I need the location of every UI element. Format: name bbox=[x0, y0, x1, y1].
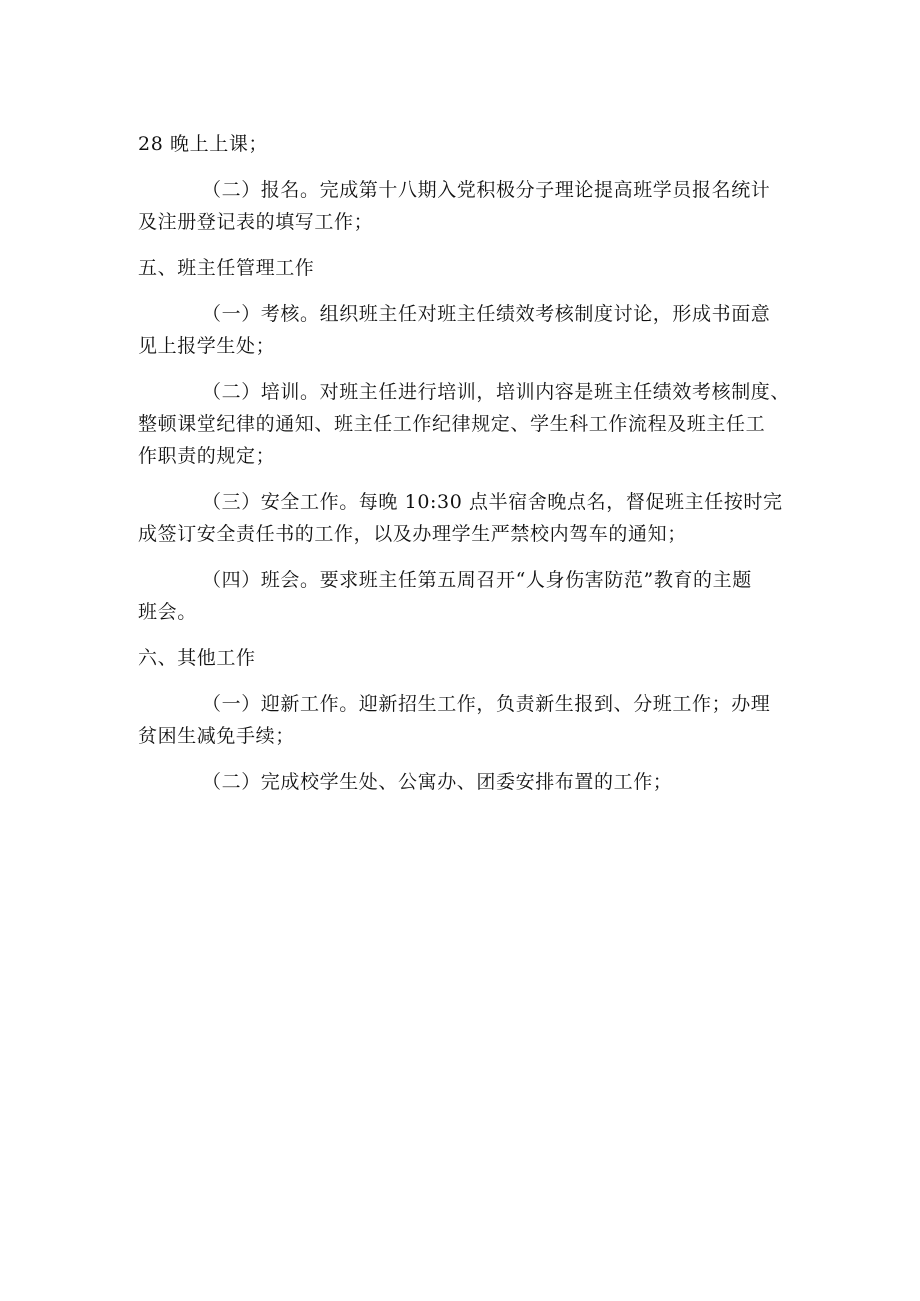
item-assessment-line-2: 见上报学生处； bbox=[138, 335, 276, 357]
item-class-meeting-line-1: （四）班会。要求班主任第五周召开“人身伤害防范”教育的主题 bbox=[202, 569, 752, 591]
item-training-line-2: 整顿课堂纪律的通知、班主任工作纪律规定、学生科工作流程及班主任工 bbox=[138, 413, 766, 435]
item-assigned-tasks-line: （二）完成校学生处、公寓办、团委安排布置的工作； bbox=[202, 771, 673, 793]
section-heading-class-teacher-management: 五、班主任管理工作 bbox=[138, 257, 315, 279]
item-registration-line-1: （二）报名。完成第十八期入党积极分子理论提高班学员报名统计 bbox=[202, 179, 771, 201]
paragraph-continuation-line: 28 晚上上课； bbox=[138, 133, 269, 155]
item-safety-line-1: （三）安全工作。每晚 10:30 点半宿舍晚点名，督促班主任按时完 bbox=[202, 491, 783, 513]
item-training-line-1: （二）培训。对班主任进行培训，培训内容是班主任绩效考核制度、 bbox=[202, 381, 791, 403]
item-training-line-3: 作职责的规定； bbox=[138, 445, 276, 467]
item-welcome-new-students-line-1: （一）迎新工作。迎新招生工作，负责新生报到、分班工作；办理 bbox=[202, 693, 771, 715]
section-heading-other-work: 六、其他工作 bbox=[138, 647, 256, 669]
item-assessment-line-1: （一）考核。组织班主任对班主任绩效考核制度讨论，形成书面意 bbox=[202, 303, 771, 325]
item-registration-line-2: 及注册登记表的填写工作； bbox=[138, 211, 374, 233]
item-safety-line-2: 成签订安全责任书的工作，以及办理学生严禁校内驾车的通知； bbox=[138, 523, 687, 545]
document-page bbox=[138, 128, 791, 798]
item-welcome-new-students-line-2: 贫困生减免手续； bbox=[138, 725, 295, 747]
item-class-meeting-line-2: 班会。 bbox=[138, 601, 197, 623]
